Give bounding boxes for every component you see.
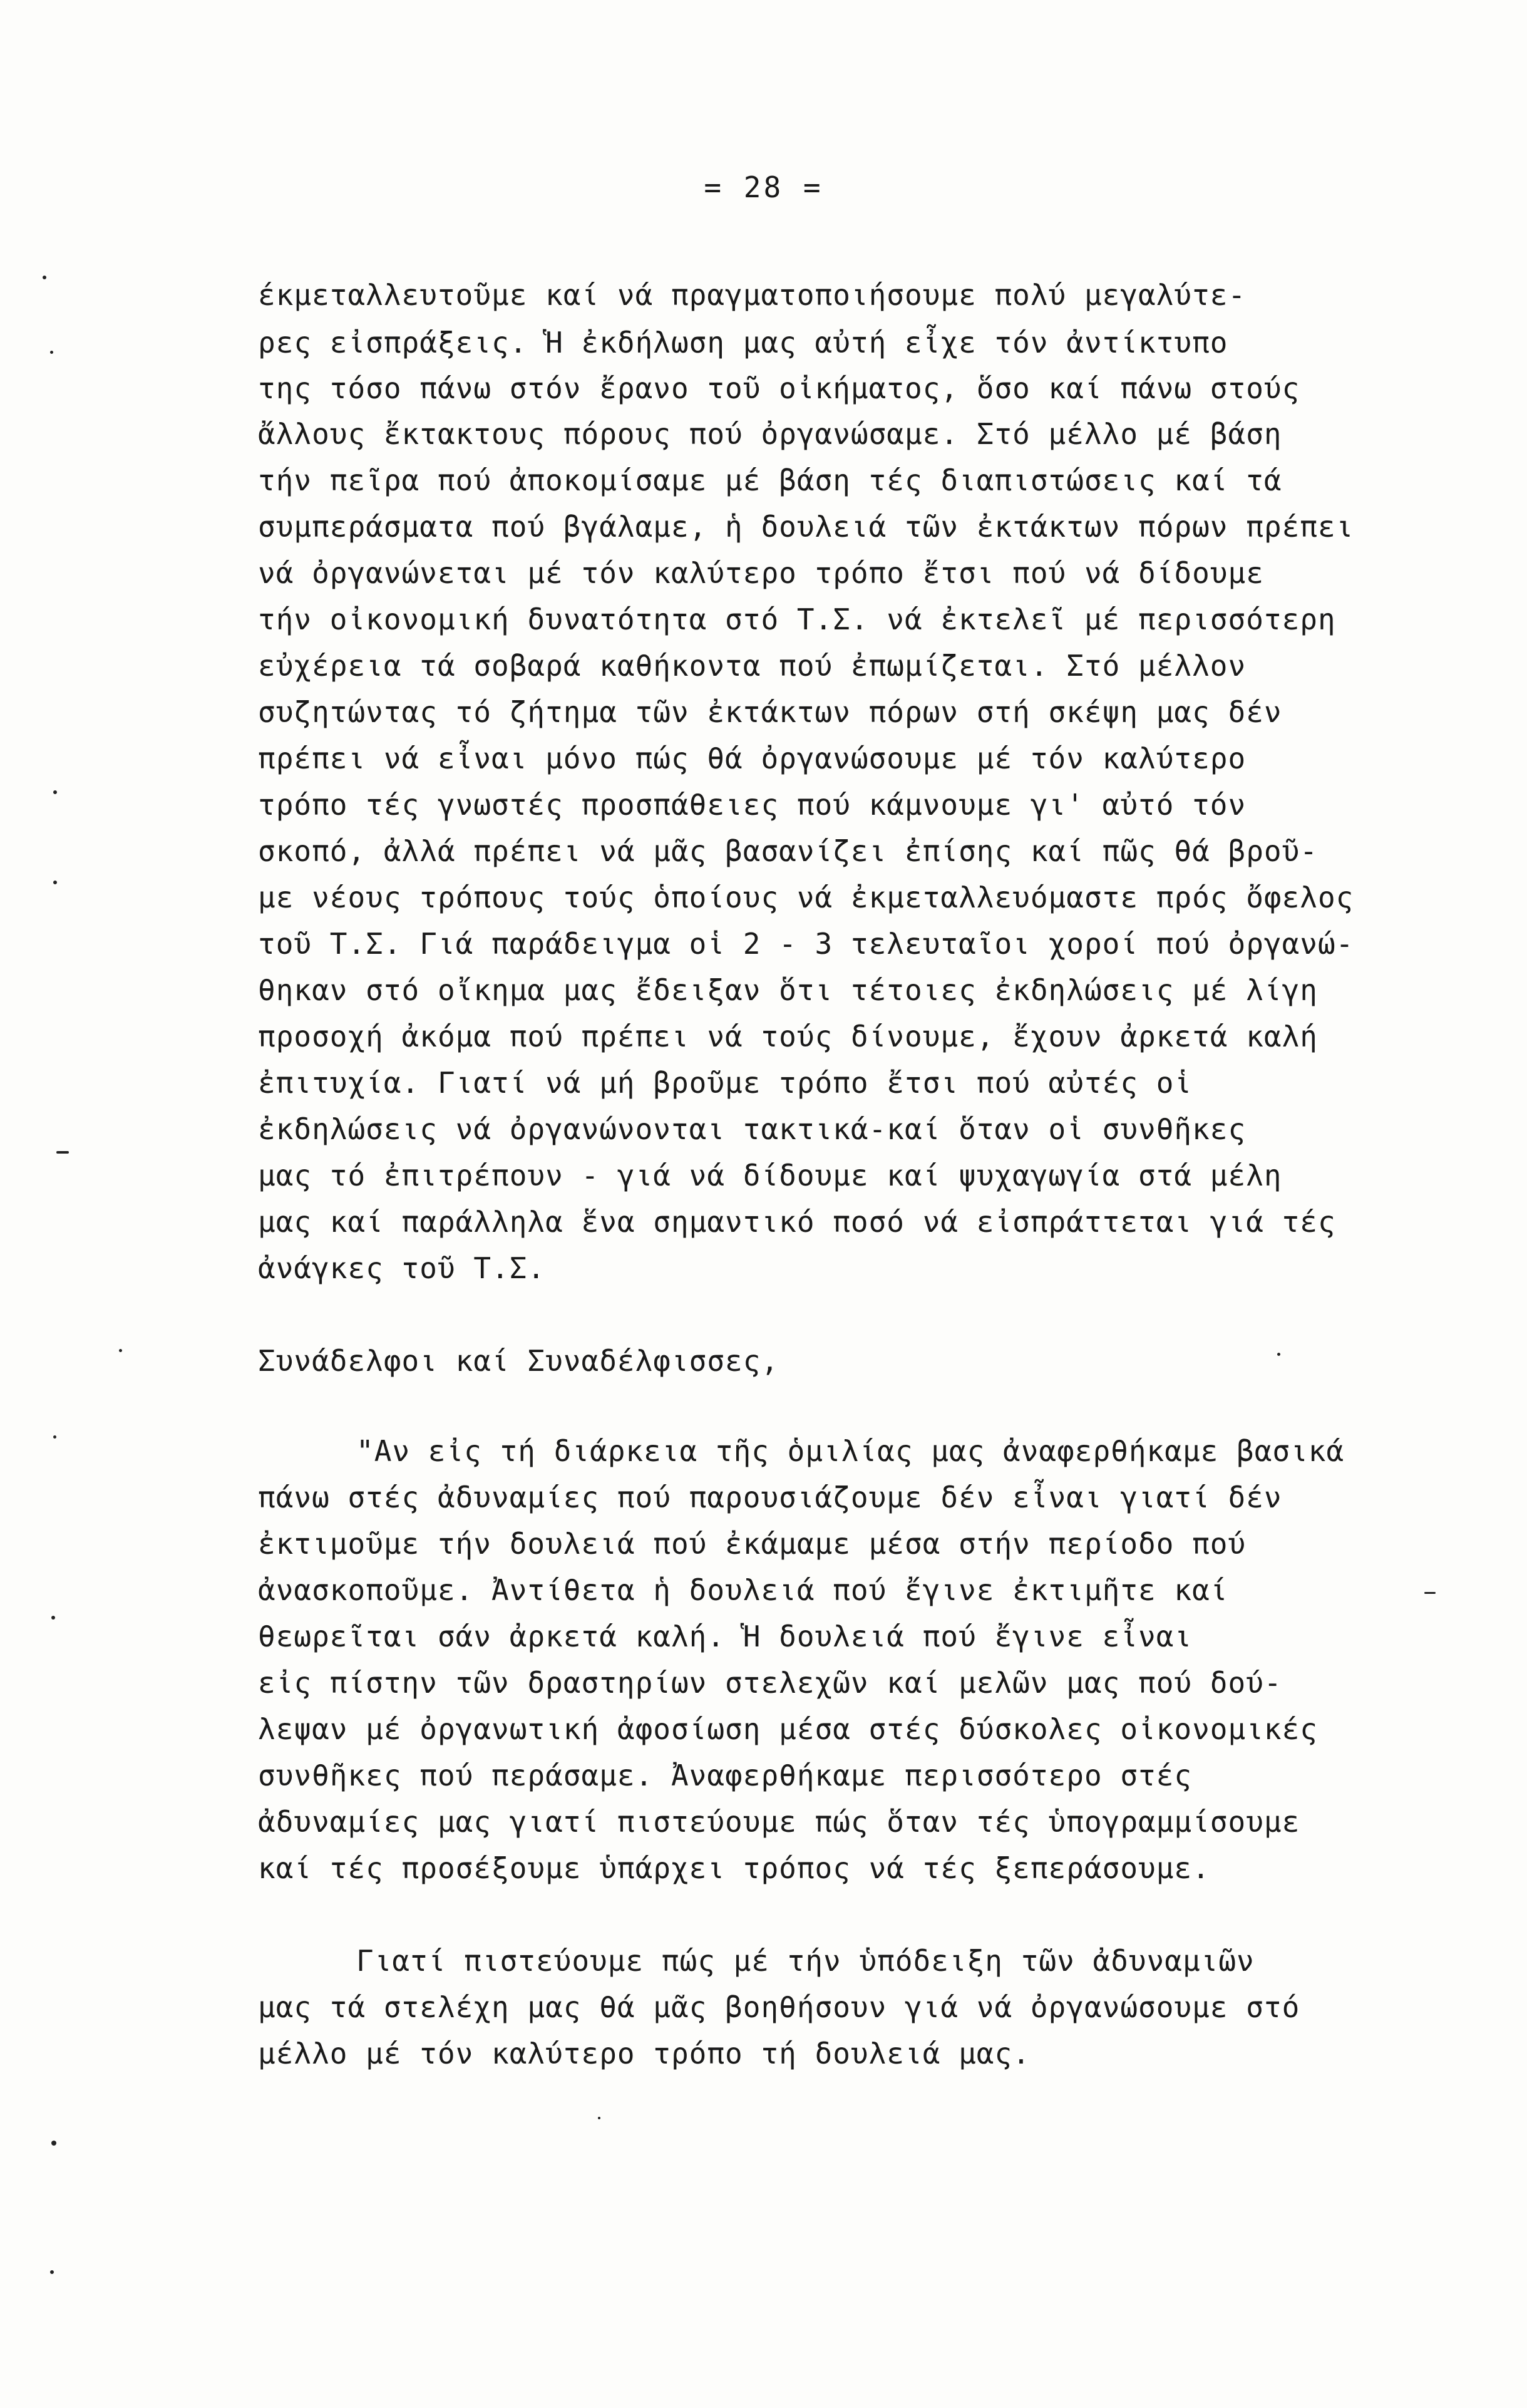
text-line: συνθῆκες πού περάσαμε. Ἀναφερθήκαμε περισσότερο στές — [258, 1759, 1193, 1792]
scan-speck — [1277, 1353, 1280, 1356]
text-line: λεψαν μέ ὀργανωτική ἀφοσίωση μέσα στές δύσκολες οἰκονομικές — [258, 1712, 1318, 1746]
text-line: σκοπό, ἀλλά πρέπει νά μᾶς βασανίζει ἐπίσης καί πῶς θά βροῦ- — [258, 834, 1318, 868]
text-line: ἐπιτυχία. Γιατί νά μή βροῦμε τρόπο ἔτσι πού αὐτές οἱ — [258, 1066, 1193, 1100]
scan-speck — [56, 1151, 69, 1154]
text-line: νά ὀργανώνεται μέ τόν καλύτερο τρόπο ἔτσι πού νά δίδουμε — [258, 556, 1264, 590]
text-line: ἐκτιμοῦμε τήν δουλειά πού ἐκάμαμε μέσα στήν περίοδο πού — [258, 1527, 1247, 1561]
text-line: ἀδυναμίες μας γιατί πιστεύουμε πώς ὅταν τές ὑπογραμμίσουμε — [258, 1805, 1300, 1839]
text-line: μας τά στελέχη μας θά μᾶς βοηθήσουν γιά νά ὀργανώσουμε στό — [258, 1990, 1300, 2024]
text-line: συμπεράσματα πού βγάλαμε, ἡ δουλειά τῶν ἐκτάκτων πόρων πρέπει — [258, 510, 1354, 544]
scan-speck — [43, 276, 46, 279]
scan-speck — [53, 1435, 56, 1439]
page-number: = 28 = — [704, 170, 823, 204]
text-line: τήν οἰκονομική δυνατότητα στό Τ.Σ. νά ἐκτελεῖ μέ περισσότερη — [258, 602, 1336, 636]
scan-speck — [51, 1616, 55, 1620]
text-line: πάνω στές ἀδυναμίες πού παρουσιάζουμε δέν εἶναι γιατί δέν — [258, 1480, 1282, 1514]
scan-speck — [53, 790, 57, 794]
text-line: ρες εἰσπράξεις. Ἡ ἐκδήλωση μας αὐτή εἶχε τόν ἀντίκτυπο — [258, 326, 1228, 359]
text-line: έκμεταλλευτοῦμε καί νά πραγματοποιήσουμε πολύ μεγαλύτε- — [258, 278, 1247, 312]
text-line: μέλλο μέ τόν καλύτερο τρόπο τή δουλειά μας. — [258, 2037, 1031, 2070]
text-line: συζητώντας τό ζήτημα τῶν ἐκτάκτων πόρων στή σκέψη μας δέν — [258, 695, 1282, 729]
text-line: με νέους τρόπους τούς ὁποίους νά ἐκμεταλλευόμαστε πρός ὄφελος — [258, 881, 1354, 914]
text-line: θηκαν στό οἴκημα μας ἔδειξαν ὅτι τέτοιες ἐκδηλώσεις μέ λίγη — [258, 973, 1318, 1007]
salutation: Συνάδελφοι καί Συναδέλφισσες, — [258, 1344, 779, 1378]
text-line: θεωρεῖται σάν ἀρκετά καλή. Ἡ δουλειά πού ἔγινε εἶναι — [258, 1620, 1193, 1653]
text-line: ἀνάγκες τοῦ Τ.Σ. — [258, 1251, 546, 1285]
text-line: προσοχή ἀκόμα πού πρέπει νά τούς δίνουμε, ἔχουν ἀρκετά καλή — [258, 1020, 1318, 1053]
scan-speck — [1424, 1592, 1436, 1594]
text-line: "Αν εἰς τή διάρκεια τῆς ὁμιλίας μας ἀναφερθήκαμε βασικά — [356, 1434, 1345, 1468]
scan-speck — [50, 351, 53, 354]
text-line: Γιατί πιστεύουμε πώς μέ τήν ὑπόδειξη τῶν ἀδυναμιῶν — [356, 1944, 1255, 1978]
scan-speck — [53, 881, 57, 884]
text-line: ἐκδηλώσεις νά ὀργανώνονται τακτικά-καί ὅταν οἱ συνθῆκες — [258, 1112, 1247, 1146]
text-line: τήν πεῖρα πού ἀποκομίσαμε μέ βάση τές διαπιστώσεις καί τά — [258, 463, 1282, 497]
text-line: εὐχέρεια τά σοβαρά καθήκοντα πού ἐπωμίζεται. Στό μέλλον — [258, 649, 1247, 683]
text-line: μας καί παράλληλα ἕνα σημαντικό ποσό νά εἰσπράττεται γιά τές — [258, 1205, 1336, 1239]
text-line: καί τές προσέξουμε ὑπάρχει τρόπος νά τές ξεπεράσουμε. — [258, 1851, 1210, 1885]
text-line: της τόσο πάνω στόν ἔρανο τοῦ οἰκήματος, ὅσο καί πάνω στούς — [258, 371, 1300, 405]
text-line: εἰς πίστην τῶν δραστηρίων στελεχῶν καί μελῶν μας πού δού- — [258, 1666, 1282, 1700]
text-line: πρέπει νά εἶναι μόνο πώς θά ὀργανώσουμε μέ τόν καλύτερο — [258, 742, 1247, 775]
text-line: ἄλλους ἔκτακτους πόρους πού ὀργανώσαμε. Στό μέλλο μέ βάση — [258, 417, 1282, 451]
text-line: τρόπο τές γνωστές προσπάθειες πού κάμνουμε γι' αὐτό τόν — [258, 788, 1247, 822]
text-line: τοῦ Τ.Σ. Γιά παράδειγμα οἱ 2 - 3 τελευταῖοι χοροί πού ὀργανώ- — [258, 927, 1354, 961]
scan-speck — [50, 2270, 54, 2274]
text-line: μας τό ἐπιτρέπουν - γιά νά δίδουμε καί ψυχαγωγία στά μέλη — [258, 1159, 1282, 1192]
text-line: ἀνασκοποῦμε. Ἀντίθετα ἡ δουλειά πού ἔγινε ἐκτιμῆτε καί — [258, 1573, 1228, 1607]
scan-speck — [119, 1349, 122, 1352]
scan-speck — [51, 2141, 56, 2146]
scan-speck — [598, 2117, 600, 2119]
